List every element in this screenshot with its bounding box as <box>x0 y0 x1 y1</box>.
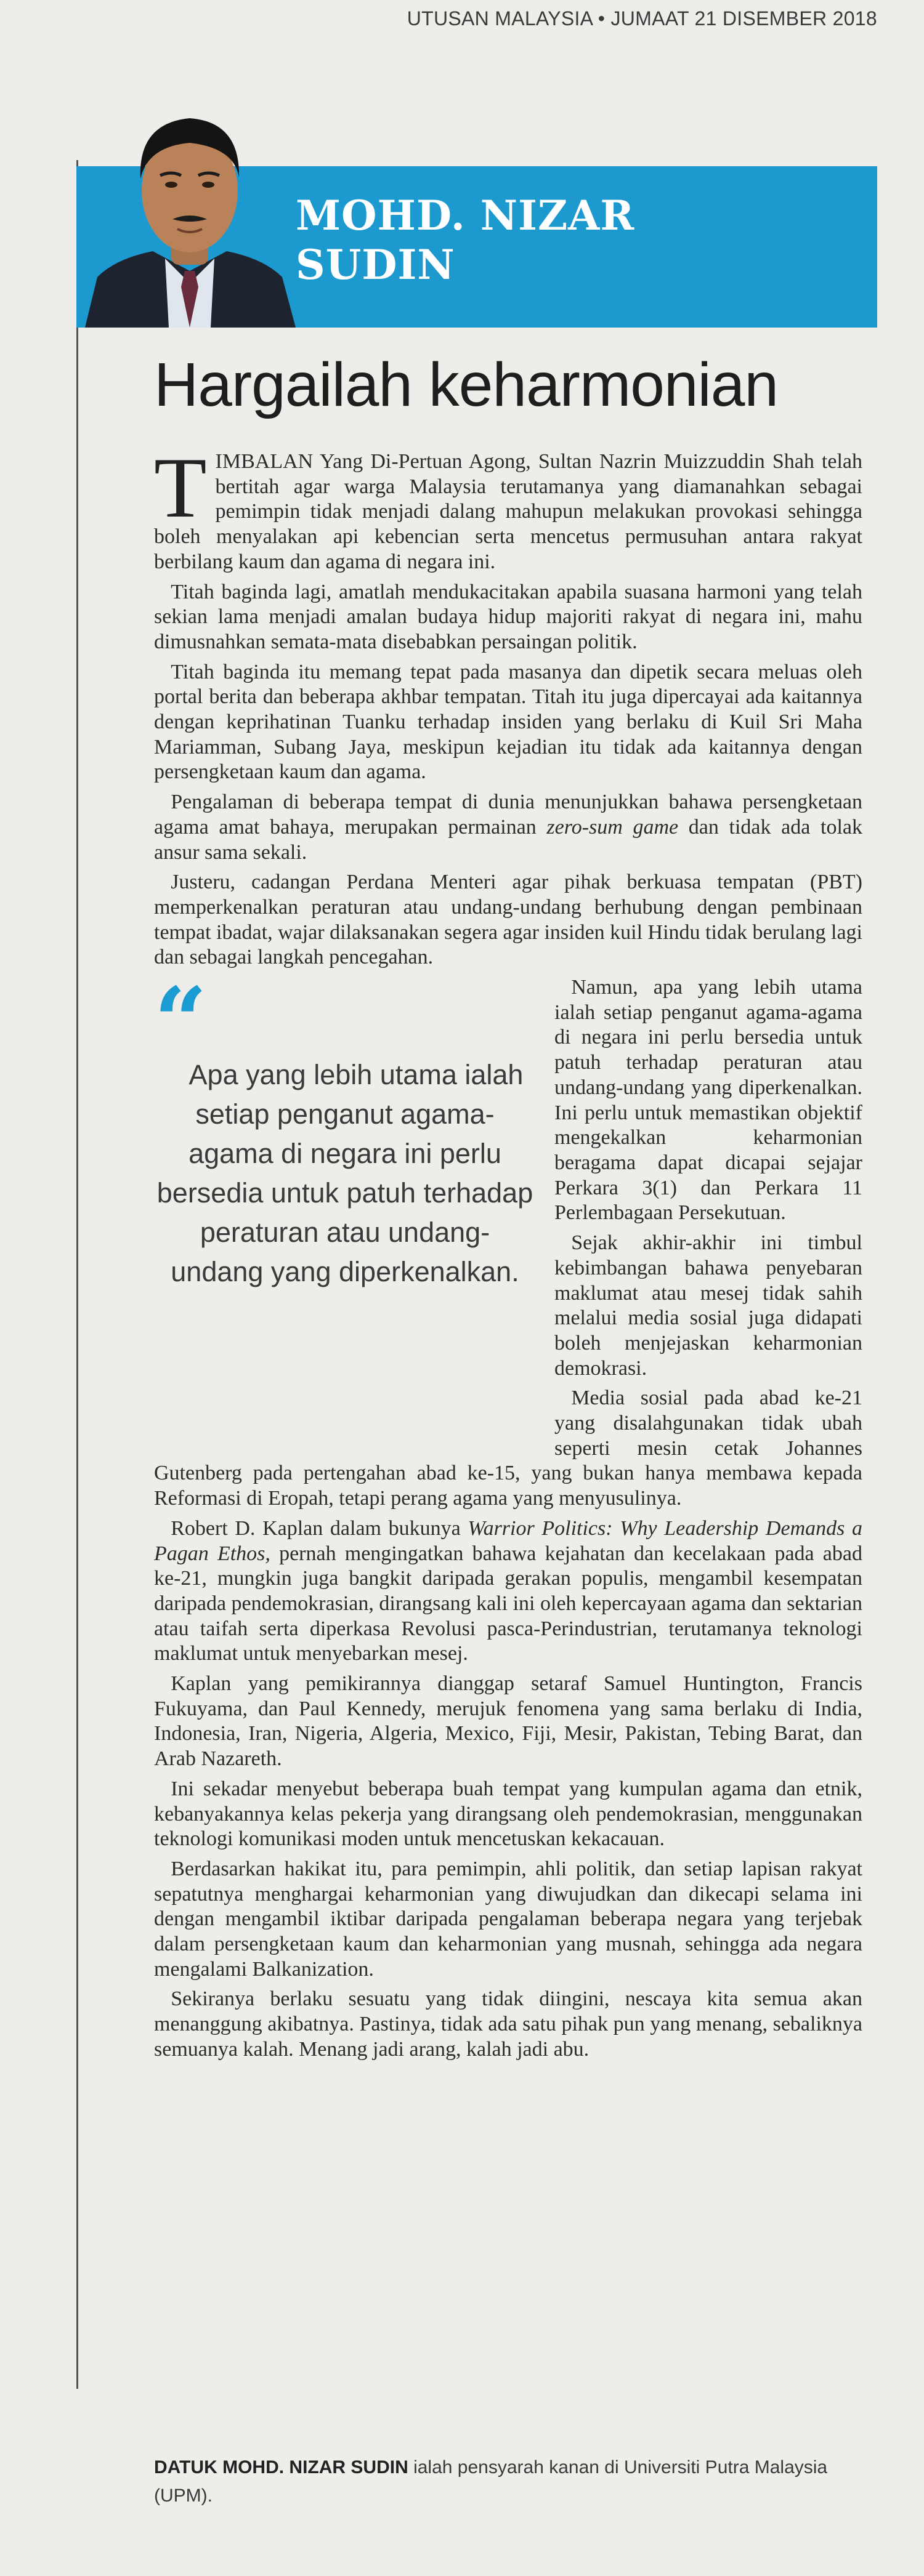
article-paragraph: Namun, apa yang lebih utama ialah setiap penganut agama-agama di negara ini perlu bersedia untuk patuh terhadap peraturan atau undang-undang yang diperkenalkan. Ini perlu untuk memastikan objektif mengekalkan keharmonian beragama dapat dicapai sejajar Perkara 3(1) dan Perkara 11 Perlembagaan Persekutuan. <box>554 976 862 1225</box>
paragraph-text: dan tidak ada tolak ansur sama sekali. <box>154 815 863 864</box>
article-paragraph <box>154 790 862 865</box>
paragraph-text: pernah mengingatkan bahawa kejahatan dan kecelakaan pada abad ke-21, mungkin juga bangkit daripada gerakan populis, mengambil kesempatan daripada pendemokrasian, dirangsang kali ini oleh kepercayaan agama dan sektarian atau taifah serta diperkasa Revolusi pasca-Perindustrian, terutamanya teknologi maklumat untuk menyebarkan mesej. <box>154 1542 862 1665</box>
pull-quote <box>154 967 536 1451</box>
article-paragraph: Sekiranya berlaku sesuatu yang tidak diingini, nescaya kita semua akan menanggung akibatnya. Pastinya, tidak ada satu pihak pun yang menang, sebaliknya semuanya kalah. Menang jadi arang, kalah jadi abu. <box>154 1987 862 2061</box>
columnist-name <box>296 191 634 289</box>
quote-mark-icon: “ <box>154 967 208 1076</box>
paragraph-text: Pengalaman di beberapa tempat di dunia menunjukkan bahawa persengketaan agama amat bahaya, merupakan permainan <box>154 791 862 839</box>
author-bio-text: ialah pensyarah kanan di Universiti Putra Malaysia (UPM). <box>154 2457 828 2506</box>
article-body <box>154 440 863 2067</box>
author-bio-name: DATUK MOHD. NIZAR SUDIN <box>154 2457 408 2477</box>
columnist-photo <box>79 74 301 328</box>
article-paragraph: Justeru, cadangan Perdana Menteri agar pihak berkuasa tempatan (PBT) memperkenalkan peraturan atau undang-undang berhubung dengan pembinaan tempat ibadat, wajar dilaksanakan segera agar insiden kuil Hindu tidak berulang lagi dan sebagai langkah pencegahan. <box>154 871 862 969</box>
article-paragraph: Berdasarkan hakikat itu, para pemimpin, ahli politik, dan setiap lapisan rakyat sepatutnya menghargai keharmonian yang diwujudkan dan dikecapi selama ini dengan mengambil iktibar daripada pengalaman beberapa negara yang terjebak dalam persengketaan kaum dan keharmonian yang musnah, sehingga ada negara mengalami Balkanization. <box>154 1857 862 1981</box>
article-paragraph: Media sosial pada abad ke-21 yang disalahgunakan tidak ubah seperti mesin cetak Johannes Gutenberg pada pertengahan abad ke-15, yang bukan hanya membawa kepada Reformasi di Eropah, tetapi perang agama yang menyusulinya. <box>154 1387 862 1510</box>
article-paragraph: Ini sekadar menyebut beberapa buah tempat yang kumpulan agama dan etnik, kebanyakannya kelas pekerja yang dirangsang oleh pendemokrasian, menggunakan teknologi komunikasi moden untuk mencetuskan kekacauan. <box>154 1777 862 1851</box>
article-paragraph: Sejak akhir-akhir ini timbul kebimbangan bahawa penyebaran maklumat atau mesej tidak sahih melalui media sosial juga didapati boleh menjejaskan keharmonian demokrasi. <box>554 1231 862 1380</box>
article-paragraph: Titah baginda itu memang tepat pada masanya dan dipetik secara meluas oleh portal berita dan beberapa akhbar tempatan. Titah itu juga dipercayai ada kaitannya dengan keprihatinan Tuanku terhadap insiden yang berlaku di Kuil Sri Maha Mariamman, Subang Jaya, meskipun kejadian itu tidak ada kaitannya dengan persengketaan kaum dan agama. <box>154 660 862 784</box>
paragraph-text: Robert D. Kaplan dalam bukunya <box>171 1516 468 1540</box>
article-paragraph: TIMBALAN Yang Di-Pertuan Agong, Sultan Nazrin Muizzuddin Shah telah bertitah agar warga Malaysia terutamanya yang diamanahkan sebagai pemimpin tidak menjadi dalang mahupun melakukan provokasi sehingga boleh menyalakan api kebencian serta mencetus permusuhan antara rakyat berbilang kaum dan agama di negara ini. <box>154 440 862 573</box>
masthead: UTUSAN MALAYSIA • JUMAAT 21 DISEMBER 2018 <box>407 7 877 30</box>
article-paragraph <box>154 1516 862 1667</box>
book-title: Warrior Politics: Why Leadership Demands a Pagan Ethos, <box>154 1516 862 1565</box>
article-paragraph: Titah baginda lagi, amatlah mendukacitakan apabila suasana harmoni yang telah sekian lama menjadi amalan budaya hidup majoriti rakyat di negara ini, mahu dimusnahkan semata-mata disebabkan persaingan politik. <box>154 580 862 653</box>
pull-quote-text: Apa yang lebih utama ialah setiap penganut agama-agama di negara ini perlu bersedia untuk patuh terhadap peraturan atau undang-undang yang diperkenalkan. <box>156 1059 533 1288</box>
columnist-name-line1: MOHD. NIZAR <box>296 191 635 239</box>
article-paragraph: Kaplan yang pemikirannya dianggap setaraf Samuel Huntington, Francis Fukuyama, dan Paul Kennedy, merujuk fenomena yang sama berlaku di India, Indonesia, Iran, Nigeria, Algeria, Mexico, Fiji, Mesir, Pakistan, Tebing Barat, dan Arab Nazareth. <box>154 1672 862 1771</box>
columnist-name-line2: SUDIN <box>296 241 455 289</box>
italic-term: zero-sum game <box>546 815 679 839</box>
headline: Hargailah keharmonian <box>154 350 778 419</box>
column-rule <box>76 160 78 2389</box>
author-bio <box>154 2453 862 2510</box>
